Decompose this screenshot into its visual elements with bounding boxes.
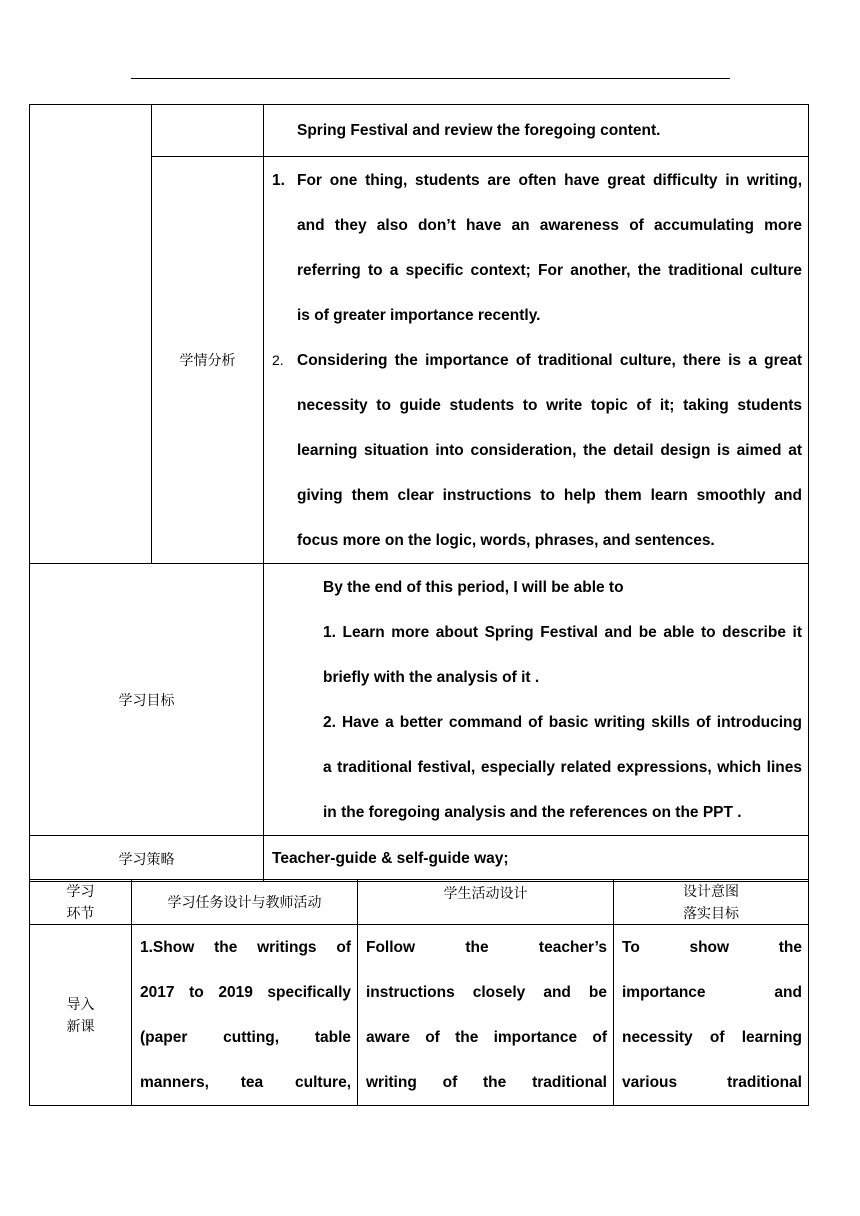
empty-stage-cell xyxy=(30,105,152,564)
goal-line: briefly with the analysis of it . xyxy=(323,669,540,686)
goal-line: in the foregoing analysis and the references on the PPT . xyxy=(323,804,742,821)
analysis-item xyxy=(272,338,802,563)
lesson-table-lower xyxy=(29,879,809,1106)
row1-intent-line: To show the xyxy=(622,939,802,956)
row1-intent-line: necessity of learning xyxy=(622,1029,802,1046)
header-student: 学生活动设计 xyxy=(358,880,614,925)
goals-cell xyxy=(264,564,809,836)
row1-student-line: aware of the importance of xyxy=(366,1029,607,1046)
analysis-line: focus more on the logic, words, phrases, and sentences. xyxy=(297,532,715,549)
header-intent-line: 设计意图 xyxy=(683,883,739,899)
lesson-table-upper xyxy=(29,104,809,882)
analysis-line: and they also don’t have an awareness of accumulating more xyxy=(297,217,802,234)
goals-label: 学习目标 xyxy=(30,564,264,836)
goals-list xyxy=(323,565,802,835)
analysis-line: For one thing, students are often have great difficulty in writing, xyxy=(297,172,802,189)
row1-stage-line: 新课 xyxy=(66,1018,95,1034)
header-rule xyxy=(131,78,730,79)
analysis-item xyxy=(272,158,802,338)
analysis-cell xyxy=(264,157,809,564)
header-intent xyxy=(614,880,809,925)
analysis-line: is of greater importance recently. xyxy=(297,307,541,324)
strategy-label: 学习策略 xyxy=(30,836,264,882)
row1-stage xyxy=(30,925,132,1106)
row1-task-line: (paper cutting, table xyxy=(140,1029,351,1046)
row1-intent xyxy=(614,925,809,1106)
strategy-text: Teacher-guide & self-guide way; xyxy=(264,836,809,882)
intro-line: Spring Festival and review the foregoing content. xyxy=(297,121,661,139)
analysis-line: Considering the importance of traditional culture, there is a great xyxy=(297,352,802,369)
analysis-number: 1. xyxy=(272,172,285,189)
row1-student-line: Follow the teacher’s xyxy=(366,939,607,956)
analysis-label: 学情分析 xyxy=(152,157,264,564)
analysis-line: giving them clear instructions to help them learn smoothly and xyxy=(297,487,802,504)
empty-label-cell xyxy=(152,105,264,157)
analysis-number: 2. xyxy=(272,352,284,368)
header-stage-line: 环节 xyxy=(66,905,95,921)
analysis-line: necessity to guide students to write topic of it; taking students xyxy=(297,397,802,414)
row1-task xyxy=(132,925,358,1106)
row1-stage-line: 导入 xyxy=(66,996,95,1012)
row1-task-line: manners, tea culture, xyxy=(140,1074,351,1091)
header-stage xyxy=(30,880,132,925)
header-stage-line: 学习 xyxy=(66,883,95,899)
goal-line: a traditional festival, especially related expressions, which lines xyxy=(323,759,802,776)
goal-line: 2. Have a better command of basic writing skills of introducing xyxy=(323,714,802,731)
analysis-line: learning situation into consideration, the detail design is aimed at xyxy=(297,442,802,459)
analysis-list xyxy=(272,158,802,563)
row1-task-line: 1.Show the writings of xyxy=(140,939,351,956)
analysis-line: referring to a specific context; For another, the traditional culture xyxy=(297,262,802,279)
header-intent-line: 落实目标 xyxy=(683,905,739,921)
row1-task-line: 2017 to 2019 specifically xyxy=(140,984,351,1001)
goal-line: 1. Learn more about Spring Festival and be able to describe it xyxy=(323,624,802,641)
intro-cell xyxy=(264,105,809,157)
row1-intent-line: importance and xyxy=(622,984,802,1001)
row1-student-line: writing of the traditional xyxy=(366,1074,607,1091)
row1-student xyxy=(358,925,614,1106)
row1-student-line: instructions closely and be xyxy=(366,984,607,1001)
row1-intent-line: various traditional xyxy=(622,1074,802,1091)
goal-line: By the end of this period, I will be able to xyxy=(323,579,624,596)
header-task: 学习任务设计与教师活动 xyxy=(132,880,358,925)
